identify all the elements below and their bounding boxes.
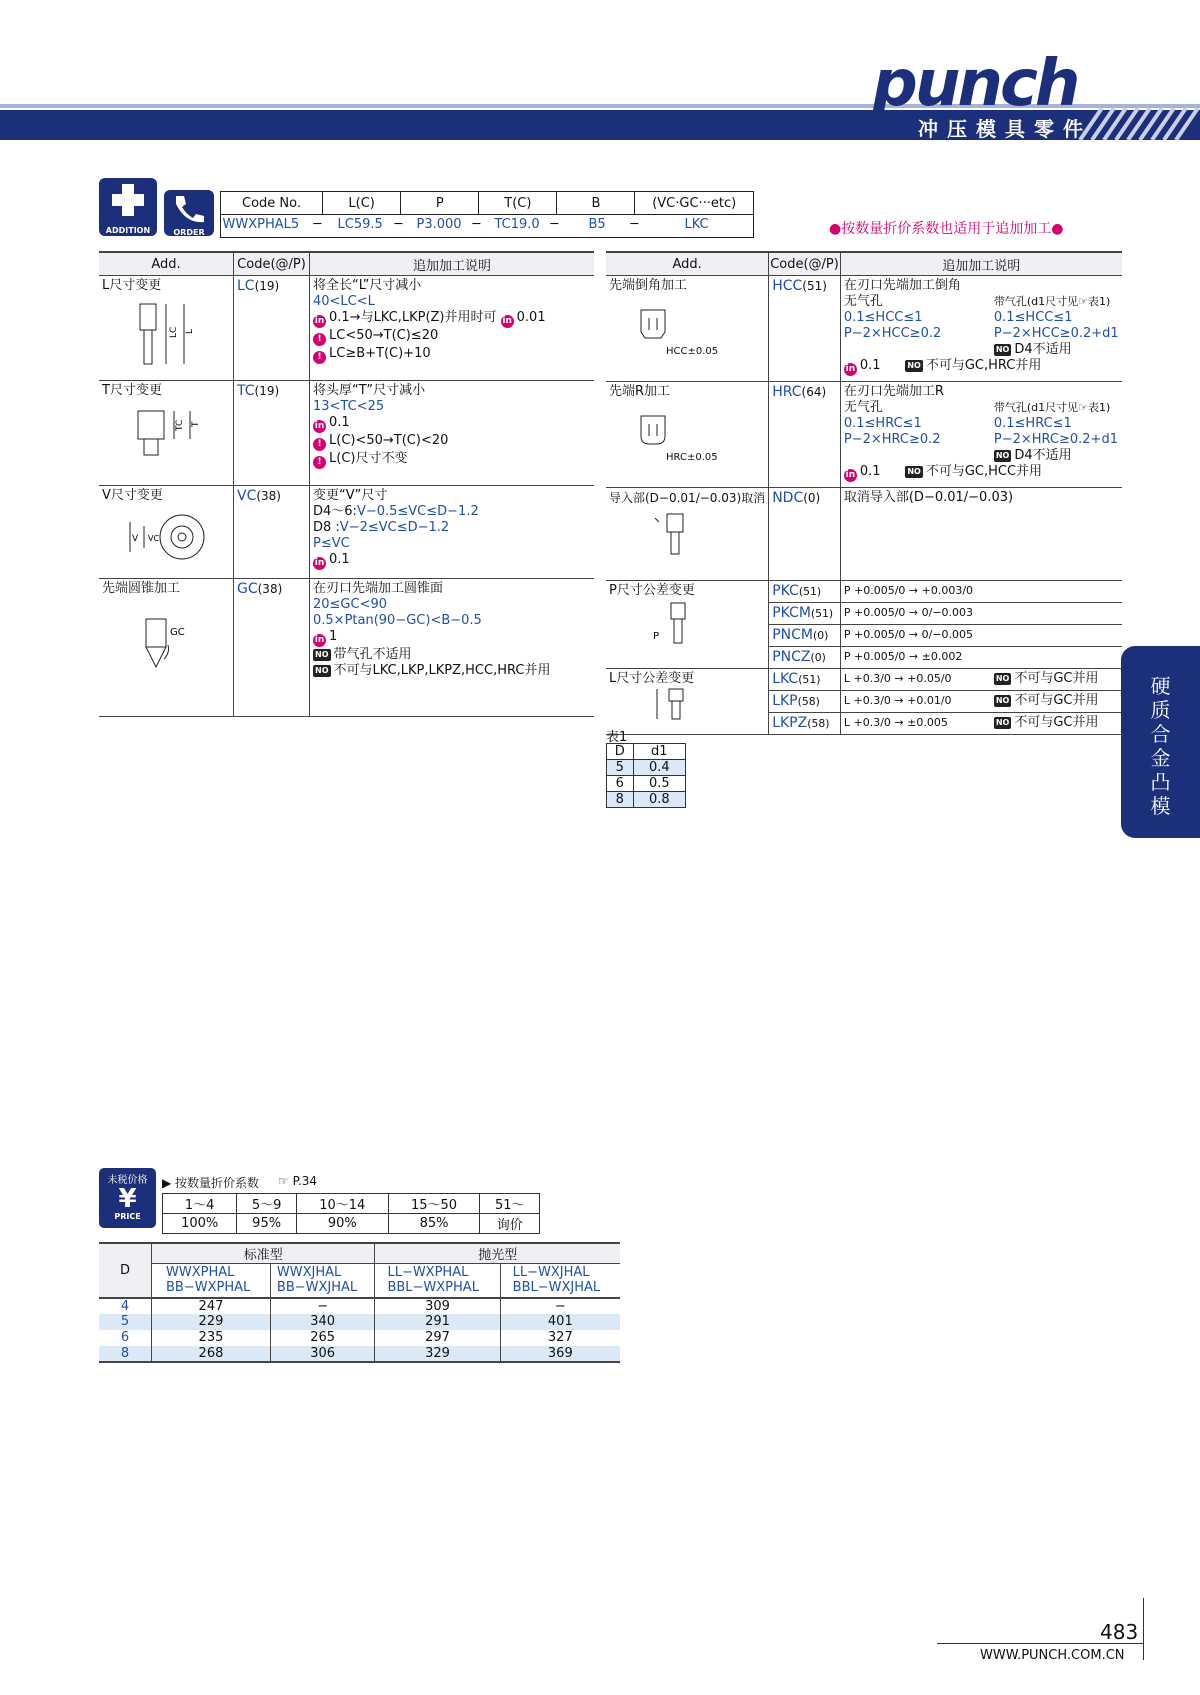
gc-in-text: 1: [329, 629, 338, 644]
hrc-left-1: 0.1≤HRC≤1: [843, 416, 922, 431]
footer-vline: [1143, 1598, 1144, 1660]
svg-text:V: V: [132, 534, 139, 544]
lc-warn-1: LC<50→T(C)≤20: [329, 328, 439, 343]
hcc-right-sub: 带气孔(d1尺寸见☞表1): [993, 295, 1111, 308]
ptol-figure: [649, 599, 709, 651]
vc-desc: 变更“V”尺寸: [313, 488, 388, 503]
addition-label: ADDITION: [105, 226, 151, 235]
vc-d4-range: V−0.5≤VC≤D−1.2: [356, 504, 479, 519]
order-col-etc: (VC·GC···etc): [635, 192, 754, 215]
table1-cell: 0.4: [633, 760, 685, 776]
hcc-fig-label: HCC±0.05: [666, 346, 719, 357]
lkp-price: (58): [797, 695, 820, 708]
page-number: 483: [1100, 1620, 1139, 1644]
no-icon: NO: [315, 650, 329, 659]
ptol-name: P尺寸公差变更: [609, 583, 695, 598]
qty-cell: 15～50: [388, 1194, 480, 1214]
logo-subtitle: 冲压模具零件: [918, 117, 1092, 141]
no-icon: NO: [907, 467, 921, 476]
pncm-code: PNCM: [772, 627, 813, 643]
addition-badge: [99, 178, 157, 236]
hrc-left-2: P−2×HRC≥0.2: [843, 432, 941, 447]
price-cell: 265: [270, 1330, 375, 1346]
lkc-price: (51): [798, 673, 821, 686]
price-group-std: 标准型: [152, 1243, 375, 1264]
col-add: Add.: [606, 252, 769, 276]
warning-icon: !: [313, 333, 326, 346]
tc-figure: [134, 407, 214, 467]
gc-range-1: 20≤GC<90: [313, 597, 388, 612]
vc-figure: [126, 508, 216, 564]
price-col-name: BBL−WXJHAL: [512, 1280, 601, 1296]
price-cell: 306: [270, 1346, 375, 1362]
lkpz-price: (58): [807, 717, 830, 730]
tc-range: 13<TC<25: [313, 399, 385, 414]
hcc-right-1: 0.1≤HCC≤1: [993, 310, 1073, 325]
discount-ref: ☞ P.34: [278, 1174, 318, 1188]
discount-table: [162, 1193, 540, 1234]
price-col-name: BBL−WXPHAL: [387, 1280, 479, 1296]
lc-name: L尺寸变更: [102, 278, 162, 293]
order-value-tc: TC19.0: [494, 216, 540, 232]
no-icon: NO: [995, 718, 1010, 727]
rate-cell: 100%: [163, 1214, 237, 1234]
price-col-name: LL−WXPHAL: [387, 1265, 469, 1281]
left-spec-table: [99, 251, 594, 717]
qty-cell: 51～: [480, 1194, 540, 1214]
table1-cell: 0.5: [633, 776, 685, 792]
gc-no-2: 不可与LKC,LKP,LKPZ,HCC,HRC并用: [333, 663, 551, 678]
order-value-etc: LKC: [684, 216, 709, 232]
hrc-right-2: P−2×HRC≥0.2+d1: [993, 432, 1118, 447]
vc-name: V尺寸变更: [102, 488, 163, 503]
pkc-text: P +0.005/0 → +0.003/0: [840, 581, 1121, 603]
lkc-text: L +0.3/0 → +0.05/0: [843, 672, 952, 685]
lc-code: LC: [237, 278, 255, 294]
hrc-no-d4: D4不适用: [1014, 448, 1072, 463]
price-d: 4: [99, 1298, 152, 1314]
price-col-name: BB−WXPHAL: [166, 1280, 251, 1296]
lkp-no: 不可与GC并用: [1014, 693, 1099, 708]
table1-h-d1: d1: [633, 744, 685, 760]
price-badge-bottom: PRICE: [114, 1212, 141, 1221]
gc-range-2: 0.5×Ptan(90−GC)<B−0.5: [313, 613, 482, 628]
pncm-price: (0): [812, 629, 829, 642]
lc-range: 40<LC<L: [313, 294, 375, 309]
lkp-code: LKP: [772, 693, 798, 709]
pncz-code: PNCZ: [772, 649, 811, 665]
table1-cell: 5: [607, 760, 634, 776]
ltol-name: L尺寸公差变更: [609, 671, 695, 686]
tc-code: TC: [237, 383, 255, 399]
order-sep: ─: [313, 216, 322, 232]
hcc-price: (51): [802, 279, 827, 293]
vc-price: (38): [256, 489, 281, 503]
price-cell: 297: [375, 1330, 500, 1346]
svg-text:P: P: [653, 631, 660, 642]
rate-cell: 90%: [296, 1214, 388, 1234]
price-cell: 229: [152, 1314, 271, 1330]
svg-text:T: T: [191, 421, 201, 427]
price-cell: 327: [547, 1330, 573, 1345]
yen-icon: ¥: [118, 1184, 137, 1214]
vc-in-text: 0.1: [329, 552, 350, 567]
table1-title: 表1: [606, 730, 628, 745]
rate-cell: 85%: [388, 1214, 480, 1234]
in-icon: in: [314, 558, 325, 568]
gc-figure: [138, 615, 218, 675]
qty-cell: 5～9: [237, 1194, 297, 1214]
pkcm-text: P +0.005/0 → 0/−0.003: [840, 603, 1121, 625]
order-sep: ─: [630, 216, 639, 232]
hcc-no-d4: D4不适用: [1014, 342, 1072, 357]
table1: [606, 743, 686, 808]
tc-warn-1: L(C)<50→T(C)<20: [329, 433, 449, 448]
price-cell: 401: [547, 1314, 573, 1329]
order-col-p: P: [401, 192, 479, 215]
order-value-b: B5: [588, 216, 606, 232]
hcc-name: 先端倒角加工: [609, 278, 688, 293]
lkc-no: 不可与GC并用: [1014, 671, 1099, 686]
hrc-price: (64): [801, 385, 827, 399]
table1-cell: 0.8: [633, 792, 685, 808]
no-icon: NO: [907, 361, 921, 370]
hrc-in: 0.1: [859, 464, 881, 479]
lkpz-text: L +0.3/0 → ±0.005: [843, 716, 948, 729]
hcc-in: 0.1: [859, 358, 881, 373]
qty-cell: 1～4: [163, 1194, 237, 1214]
in-icon: in: [314, 635, 325, 645]
right-spec-table: [606, 251, 1122, 735]
col-code: Code(@/P): [769, 252, 841, 276]
no-icon: NO: [315, 666, 329, 675]
hcc-code: HCC: [772, 278, 803, 294]
pncz-text: P +0.005/0 → ±0.002: [840, 647, 1121, 669]
hrc-title: 在刃口先端加工R: [843, 384, 944, 399]
lc-price: (19): [254, 279, 280, 293]
svg-text:L: L: [185, 328, 195, 334]
logo-word: punch: [872, 47, 1078, 121]
col-code: Code(@/P): [234, 252, 310, 276]
price-col-name: LL−WXJHAL: [512, 1265, 590, 1281]
rate-cell: 询价: [480, 1214, 540, 1234]
pncm-text: P +0.005/0 → 0/−0.005: [840, 625, 1121, 647]
hrc-no: 不可与GC,HCC并用: [925, 464, 1043, 479]
pkc-code: PKC: [772, 583, 799, 599]
table1-cell: 6: [607, 776, 634, 792]
gc-no-1: 带气孔不适用: [333, 647, 412, 662]
footer-url[interactable]: WWW.PUNCH.COM.CN: [980, 1648, 1125, 1663]
tc-in-text: 0.1: [329, 415, 350, 430]
lkpz-no: 不可与GC并用: [1014, 715, 1099, 730]
no-icon: NO: [995, 345, 1010, 354]
order-value-p: P3.000: [416, 216, 462, 232]
ndc-price: (0): [803, 491, 821, 505]
hrc-code: HRC: [772, 384, 802, 400]
price-table: [99, 1242, 620, 1363]
order-col-code: Code No.: [221, 192, 323, 215]
gc-code: GC: [237, 581, 258, 597]
ltol-figure: [649, 687, 709, 721]
vc-d4-label: D4～6:: [313, 504, 357, 519]
lkc-code: LKC: [772, 671, 799, 687]
order-col-lc: L(C): [323, 192, 401, 215]
no-icon: NO: [995, 696, 1010, 705]
tc-name: T尺寸变更: [102, 383, 162, 398]
pkcm-price: (51): [810, 607, 834, 620]
price-cell: 291: [375, 1314, 500, 1330]
pkcm-code: PKCM: [772, 605, 811, 621]
ndc-name: 导入部(D−0.01/−0.03)取消: [609, 491, 766, 505]
in-icon: in: [314, 316, 325, 326]
order-code-table: [220, 191, 754, 238]
price-d: 8: [99, 1346, 152, 1362]
hrc-left-sub: 无气孔: [843, 400, 883, 415]
price-cell: 247: [152, 1298, 271, 1314]
warning-icon: !: [313, 456, 326, 469]
lkpz-code: LKPZ: [772, 715, 808, 731]
svg-text:TC: TC: [175, 419, 185, 431]
gc-price: (38): [257, 582, 283, 596]
no-icon: NO: [995, 674, 1010, 683]
lc-in-val: 0.01: [516, 310, 546, 325]
in-icon: in: [502, 316, 512, 326]
hrc-right-sub: 带气孔(d1尺寸见☞表1): [993, 401, 1111, 414]
tc-price: (19): [254, 384, 280, 398]
price-cell: 309: [375, 1298, 500, 1314]
no-icon: NO: [995, 451, 1010, 460]
svg-text:VC: VC: [148, 534, 160, 543]
order-sep: ─: [394, 216, 403, 232]
price-cell: 340: [270, 1314, 375, 1330]
gc-name: 先端圆锥加工: [102, 581, 181, 596]
order-value-code: WWXPHAL5: [222, 216, 300, 232]
hcc-left-2: P−2×HCC≥0.2: [843, 326, 942, 341]
order-col-b: B: [557, 192, 635, 215]
hcc-left-1: 0.1≤HCC≤1: [843, 310, 923, 325]
price-col-name: WWXJHAL: [276, 1265, 342, 1281]
discount-note: ●按数量折价系数也适用于追加加工●: [829, 221, 1064, 237]
table1-cell: 8: [607, 792, 634, 808]
in-icon: in: [314, 421, 325, 431]
col-desc: 追加加工说明: [840, 252, 1121, 276]
price-cell: 268: [152, 1346, 271, 1362]
price-cell: 369: [547, 1345, 573, 1361]
category-side-tab[interactable]: [1121, 646, 1200, 838]
price-cell: −: [270, 1298, 375, 1314]
price-cell: 235: [152, 1330, 271, 1346]
hcc-right-2: P−2×HCC≥0.2+d1: [993, 326, 1119, 341]
gc-desc: 在刃口先端加工圆锥面: [313, 581, 444, 596]
tc-desc: 将头厚“T”尺寸减小: [313, 383, 426, 398]
hcc-title: 在刃口先端加工倒角: [843, 278, 961, 293]
price-badge: [99, 1168, 156, 1228]
lc-desc: 将全长“L”尺寸减小: [313, 278, 422, 293]
vc-range: P≤VC: [313, 536, 350, 551]
ndc-figure: [649, 510, 709, 560]
vc-d8-range: V−2≤VC≤D−1.2: [339, 520, 450, 535]
lc-in-text: 0.1→与LKC,LKP(Z)并用时可: [329, 310, 497, 325]
col-desc: 追加加工说明: [310, 252, 595, 276]
price-cell: −: [554, 1298, 566, 1314]
order-badge: [164, 190, 214, 236]
hrc-name: 先端R加工: [609, 384, 671, 399]
lc-name-cell: [99, 276, 234, 381]
pkc-price: (51): [798, 585, 822, 598]
order-sep: ─: [550, 216, 559, 232]
order-label: ORDER: [173, 228, 205, 237]
vc-d8-label: D8 :: [313, 520, 340, 535]
lc-figure: [136, 300, 216, 372]
lkp-text: L +0.3/0 → +0.01/0: [843, 694, 952, 707]
order-sep: ─: [472, 216, 481, 232]
price-d: 6: [99, 1330, 152, 1346]
plus-icon: [99, 178, 157, 222]
table1-h-d: D: [607, 744, 634, 760]
svg-text:LC: LC: [169, 326, 179, 338]
price-col-name: BB−WXJHAL: [276, 1280, 358, 1296]
vc-code: VC: [237, 488, 257, 504]
side-tab-label: 硬质合金凸模: [1150, 674, 1171, 818]
in-icon: in: [845, 364, 856, 374]
hrc-right-1: 0.1≤HRC≤1: [993, 416, 1072, 431]
order-value-lc: LC59.5: [337, 216, 383, 232]
col-add: Add.: [99, 252, 234, 276]
discount-title: ▶ 按数量折价系数: [162, 1176, 260, 1190]
price-col-d: D: [99, 1243, 152, 1298]
price-badge-top: 未税价格: [107, 1175, 148, 1186]
rate-cell: 95%: [237, 1214, 297, 1234]
lc-warn-2: LC≥B+T(C)+10: [329, 346, 431, 361]
order-col-tc: T(C): [479, 192, 557, 215]
in-icon: in: [845, 470, 856, 480]
ndc-code: NDC: [772, 490, 804, 506]
hrc-fig-label: HRC±0.05: [666, 452, 718, 463]
ndc-text: 取消导入部(D−0.01/−0.03): [843, 490, 1014, 505]
tc-warn-2: L(C)尺寸不变: [329, 451, 408, 466]
price-group-pol: 抛光型: [375, 1243, 620, 1264]
phone-icon: [164, 190, 214, 224]
hcc-left-sub: 无气孔: [843, 294, 883, 309]
qty-cell: 10～14: [296, 1194, 388, 1214]
warning-icon: !: [313, 438, 326, 451]
price-cell: 329: [375, 1346, 500, 1362]
pncz-price: (0): [810, 651, 826, 664]
svg-text:GC: GC: [170, 627, 185, 638]
price-d: 5: [99, 1314, 152, 1330]
warning-icon: !: [313, 351, 326, 364]
hcc-no: 不可与GC,HRC并用: [925, 358, 1042, 373]
price-col-name: WWXPHAL: [166, 1265, 235, 1281]
